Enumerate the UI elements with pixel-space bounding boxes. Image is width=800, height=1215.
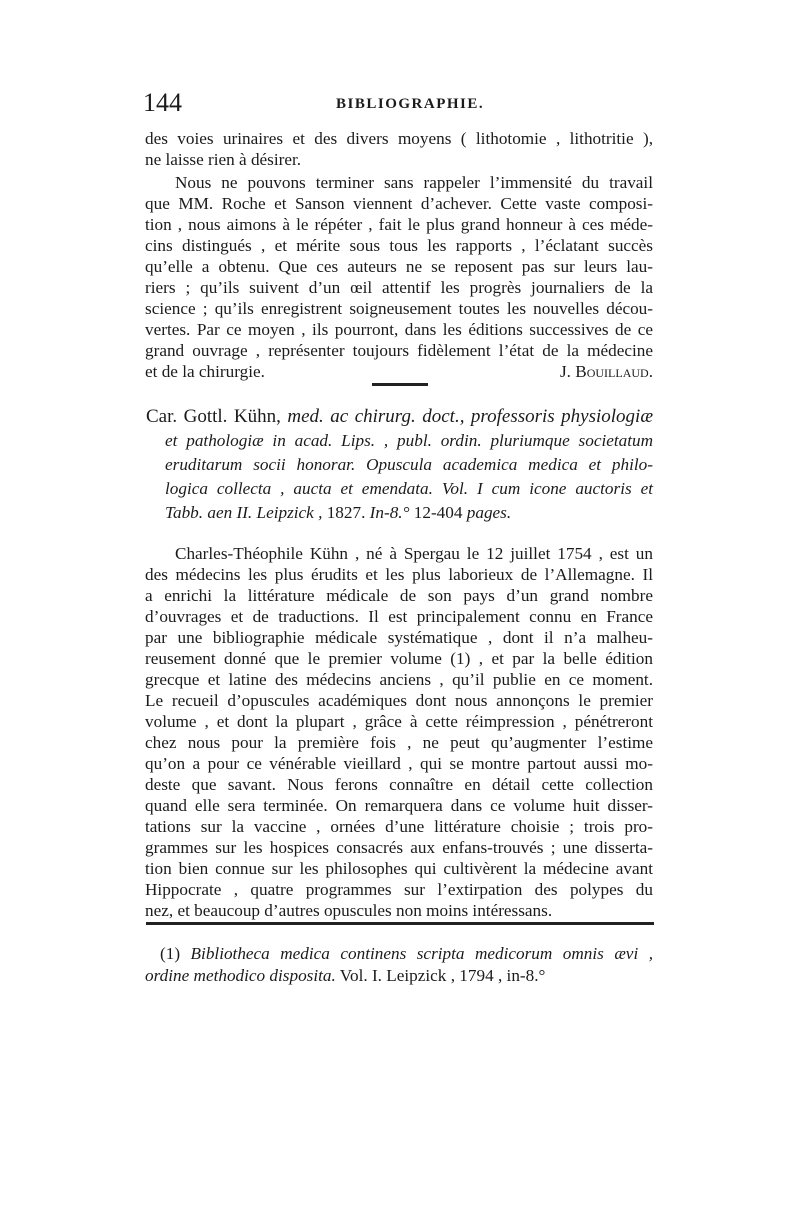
text-line: d’ouvrages et de traductions. Il est principalement connu en France	[145, 607, 653, 626]
entry-pages-label: pages.	[462, 503, 512, 522]
text-line: qu’on a pour ce vénérable vieillard , qui se montre partout aussi mo-	[145, 754, 653, 773]
entry-title-line	[165, 502, 653, 523]
text-line: science ; qu’ils enregistrent soigneusement toutes les nouvelles décou-	[145, 299, 653, 318]
text-line: riers ; qu’ils suivent d’un œil attentif les progrès journaliers de la	[145, 278, 653, 297]
text-line: par une bibliographie médicale systématique , dont il n’a malheu-	[145, 628, 653, 647]
entry-title-line: logica collecta , aucta et emendata. Vol. I cum icone auctoris et	[165, 479, 653, 498]
text-line: a enrichi la littérature médicale de son pays d’un grand nombre	[145, 586, 653, 605]
footnote-line	[160, 943, 653, 964]
page-number: 144	[143, 88, 182, 117]
entry-format: In-8.°	[369, 503, 414, 522]
text-line: et de la chirurgie.	[145, 362, 265, 381]
text-line: chez nous pour la première fois , ne peut qu’augmenter l’estime	[145, 733, 653, 752]
text-line: grammes sur les hospices consacrés aux enfans-trouvés ; une disserta-	[145, 838, 653, 857]
text-line: tations sur la vaccine , ornées d’une littérature choisie ; trois pro-	[145, 817, 653, 836]
text-line: cins distingués , et mérite sous tous les rapports , l’éclatant succès	[145, 236, 653, 255]
entry-title-line: eruditarum socii honorar. Opuscula academica medica et philo-	[165, 455, 653, 474]
footnote-title: Bibliotheca medica continens scripta medicorum omnis ævi ,	[190, 944, 653, 963]
entry-author: Car. Gottl. Kühn,	[146, 406, 281, 427]
entry-year: 1827.	[322, 503, 370, 522]
running-title: BIBLIOGRAPHIE.	[336, 96, 485, 112]
text-line: vertes. Par ce moyen , ils pourront, dans les éditions successives de ce	[145, 320, 653, 339]
text-line: reusement donné que le premier volume (1) , et par la belle édition	[145, 649, 653, 668]
text-line: Hippocrate , quatre programmes sur l’extirpation des polypes du	[145, 880, 653, 899]
text-line: grecque et latine des médecins anciens , qu’il publie en ce moment.	[145, 670, 653, 689]
footnote-divider	[146, 922, 654, 925]
entry-title-text: med. ac chirurg. doct., professoris physiologiæ	[287, 406, 654, 427]
text-line: des voies urinaires et des divers moyens ( lithotomie , lithotritie ),	[145, 129, 653, 148]
text-line: Nous ne pouvons terminer sans rappeler l’immensité du travail	[175, 173, 653, 192]
signature: J. Bouillaud.	[559, 362, 653, 381]
entry-heading	[146, 406, 653, 427]
text-line: deste que savant. Nous ferons connaître en détail cette collection	[145, 775, 653, 794]
text-line: que MM. Roche et Sanson viennent d’achever. Cette vaste composi-	[145, 194, 653, 213]
footnote-line	[145, 965, 653, 986]
text-line: tion , nous aimons à le répéter , fait le plus grand honneur à ces méde-	[145, 215, 653, 234]
entry-pages: 12-404	[413, 503, 463, 522]
text-line: grand ouvrage , représenter toujours fidèlement l’état de la médecine	[145, 341, 653, 360]
text-line: des médecins les plus érudits et les plus laborieux de l’Allemagne. Il	[145, 565, 653, 584]
text-line: qu’elle a obtenu. Que ces auteurs ne se reposent pas sur leurs lau-	[145, 257, 653, 276]
entry-title-line: et pathologiæ in acad. Lips. , publ. ordin. pluriumque societatum	[165, 431, 653, 450]
text-line: quand elle sera terminée. On remarquera dans ce volume huit disser-	[145, 796, 653, 815]
footnote-title-cont: ordine methodico disposita.	[145, 966, 336, 985]
text-line: nez, et beaucoup d’autres opuscules non moins intéressans.	[145, 901, 553, 920]
text-line: tion bien connue sur les philosophes qui cultivèrent la médecine avant	[145, 859, 653, 878]
section-divider	[372, 383, 428, 386]
text-line: Charles-Théophile Kühn , né à Spergau le 12 juillet 1754 , est un	[175, 544, 653, 563]
text-line: volume , et dont la plupart , grâce à cette réimpression , pénétreront	[145, 712, 653, 731]
entry-title-fragment: Tabb. aen II. Leipzick ,	[165, 503, 323, 522]
text-line: ne laisse rien à désirer.	[145, 150, 302, 169]
footnote-details: Vol. I. Leipzick , 1794 , in-8.°	[335, 966, 546, 985]
text-line: Le recueil d’opuscules académiques dont nous annonçons le premier	[145, 691, 653, 710]
footnote-marker: (1)	[160, 944, 181, 963]
